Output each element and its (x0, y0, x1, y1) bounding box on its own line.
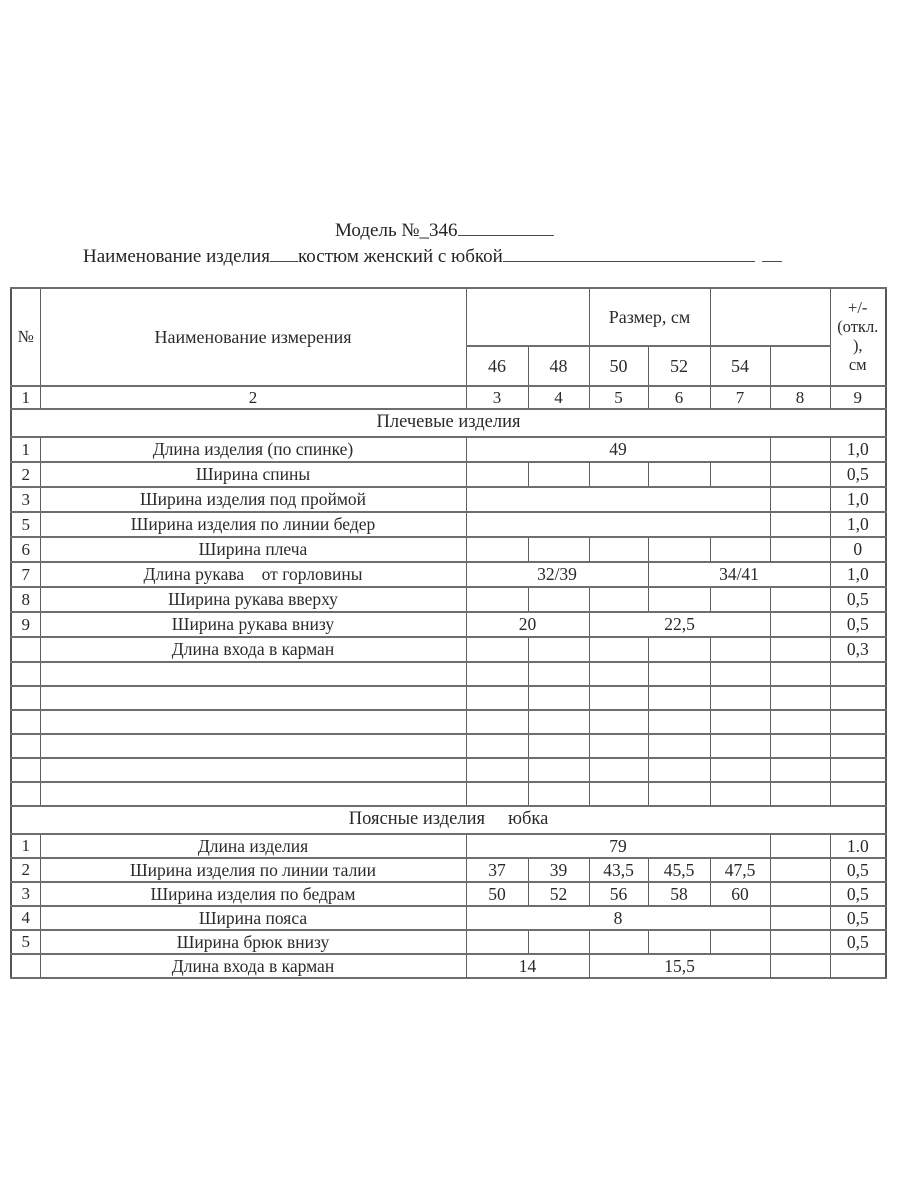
tolerance-value: 0 (830, 537, 886, 562)
table-row (11, 437, 886, 462)
blank-underline (503, 247, 755, 262)
measurement-label: Ширина спины (40, 462, 466, 487)
size-value (770, 637, 830, 662)
tolerance-value (830, 662, 886, 686)
column-number: 5 (589, 386, 648, 409)
size-value (770, 954, 830, 978)
row-num: 5 (11, 512, 40, 537)
size-value: 39 (528, 858, 589, 882)
size-value: 32/39 (466, 562, 648, 587)
size-header-blank (770, 346, 830, 386)
section-title: Поясные изделия юбка (11, 806, 886, 834)
column-number: 7 (710, 386, 770, 409)
empty-row (11, 734, 886, 758)
size-value (648, 662, 710, 686)
tolerance-header-line: ), (852, 336, 863, 355)
measurement-label: Ширина изделия по линии бедер (40, 512, 466, 537)
size-value (710, 686, 770, 710)
size-value (466, 487, 770, 512)
measurement-label: Длина изделия (по спинке) (40, 437, 466, 462)
size-value (648, 782, 710, 806)
tolerance-header-line: (откл. (837, 317, 879, 337)
size-header-54: 54 (710, 346, 770, 386)
size-value (770, 437, 830, 462)
table-row (11, 858, 886, 882)
table-row (11, 487, 886, 512)
size-value (466, 587, 528, 612)
size-value (648, 637, 710, 662)
size-value (770, 662, 830, 686)
size-value: 58 (648, 882, 710, 906)
size-value (710, 587, 770, 612)
size-value (710, 710, 770, 734)
measurement-label: Ширина рукава вверху (40, 587, 466, 612)
tolerance-value: 1,0 (830, 562, 886, 587)
size-value (589, 930, 648, 954)
size-value (528, 637, 589, 662)
size-value (466, 462, 528, 487)
size-value (528, 537, 589, 562)
size-value (770, 782, 830, 806)
size-value (589, 758, 648, 782)
size-value (466, 710, 528, 734)
blank-underline (762, 247, 782, 262)
size-value (528, 782, 589, 806)
size-value (648, 462, 710, 487)
size-value (466, 537, 528, 562)
measurement-label: Длина входа в карман (40, 637, 466, 662)
size-value (648, 710, 710, 734)
tolerance-value: 1,0 (830, 487, 886, 512)
size-value: 14 (466, 954, 589, 978)
size-value (589, 637, 648, 662)
row-num: 8 (11, 587, 40, 612)
size-value (770, 834, 830, 858)
tolerance-value (830, 686, 886, 710)
row-num: 2 (11, 462, 40, 487)
row-num: 1 (11, 437, 40, 462)
tolerance-value: 0,5 (830, 906, 886, 930)
size-value (528, 710, 589, 734)
empty-row (11, 758, 886, 782)
header-row-column-numbers (11, 386, 886, 409)
tolerance-value (830, 734, 886, 758)
size-value (466, 734, 528, 758)
size-value (466, 930, 528, 954)
measurement-label (40, 686, 466, 710)
column-number: 4 (528, 386, 589, 409)
size-value (528, 587, 589, 612)
size-value (770, 686, 830, 710)
col-header-measurement-name: Наименование измерения (40, 288, 466, 386)
size-value (710, 637, 770, 662)
size-value (710, 537, 770, 562)
measurement-label: Ширина изделия по линии талии (40, 858, 466, 882)
size-value (770, 537, 830, 562)
size-value (466, 662, 528, 686)
size-value (466, 782, 528, 806)
row-num (11, 637, 40, 662)
table-row (11, 587, 886, 612)
row-num (11, 734, 40, 758)
size-value (528, 930, 589, 954)
size-value (466, 686, 528, 710)
tolerance-value (830, 782, 886, 806)
measurement-label: Ширина рукава внизу (40, 612, 466, 637)
size-value (648, 686, 710, 710)
measurement-label (40, 734, 466, 758)
table-row (11, 612, 886, 637)
size-value (770, 612, 830, 637)
size-value: 47,5 (710, 858, 770, 882)
size-value (528, 662, 589, 686)
size-value (648, 734, 710, 758)
table-row (11, 512, 886, 537)
blank-underline (270, 247, 298, 262)
table-row (11, 562, 886, 587)
tolerance-value: 0,5 (830, 612, 886, 637)
table-row (11, 954, 886, 978)
size-value (770, 882, 830, 906)
model-title-line (335, 220, 554, 242)
size-value (710, 462, 770, 487)
size-value (770, 462, 830, 487)
table-row (11, 537, 886, 562)
size-value (589, 462, 648, 487)
size-value (528, 758, 589, 782)
measurement-label: Длина рукава от горловины (40, 562, 466, 587)
measurement-label (40, 710, 466, 734)
size-value: 45,5 (648, 858, 710, 882)
size-value (770, 512, 830, 537)
measurement-table (10, 287, 887, 979)
size-value (648, 537, 710, 562)
measurement-label (40, 782, 466, 806)
header-spacer-cell (466, 288, 589, 346)
column-number: 6 (648, 386, 710, 409)
header-row-main (11, 288, 886, 346)
tolerance-value: 1,0 (830, 437, 886, 462)
tolerance-value (830, 758, 886, 782)
column-number: 2 (40, 386, 466, 409)
empty-row (11, 782, 886, 806)
section-title: Плечевые изделия (11, 409, 886, 437)
row-num: 1 (11, 834, 40, 858)
size-value (770, 758, 830, 782)
size-value (466, 512, 770, 537)
size-value (710, 662, 770, 686)
measurement-label (40, 758, 466, 782)
size-value: 43,5 (589, 858, 648, 882)
size-value (710, 782, 770, 806)
measurement-label: Ширина плеча (40, 537, 466, 562)
row-num: 3 (11, 487, 40, 512)
column-number: 8 (770, 386, 830, 409)
size-value: 22,5 (589, 612, 770, 637)
tolerance-value: 0,5 (830, 587, 886, 612)
size-header-52: 52 (648, 346, 710, 386)
table-row (11, 637, 886, 662)
size-value (770, 930, 830, 954)
size-value (710, 734, 770, 758)
row-num: 4 (11, 906, 40, 930)
size-value (770, 858, 830, 882)
tolerance-value: 0,5 (830, 462, 886, 487)
tolerance-value: 1.0 (830, 834, 886, 858)
product-name-value: костюм женский с юбкой (297, 246, 503, 267)
size-value (589, 734, 648, 758)
size-value (770, 587, 830, 612)
col-header-num: № (11, 288, 40, 386)
size-value (528, 686, 589, 710)
size-value (466, 758, 528, 782)
size-value (648, 587, 710, 612)
size-value: 20 (466, 612, 589, 637)
row-num: 2 (11, 858, 40, 882)
size-value (589, 782, 648, 806)
row-num (11, 662, 40, 686)
row-num (11, 954, 40, 978)
size-value: 8 (466, 906, 770, 930)
size-value: 79 (466, 834, 770, 858)
row-num: 5 (11, 930, 40, 954)
empty-row (11, 710, 886, 734)
tolerance-value: 0,5 (830, 882, 886, 906)
size-value: 60 (710, 882, 770, 906)
empty-row (11, 686, 886, 710)
section-header-row (11, 409, 886, 437)
size-value: 50 (466, 882, 528, 906)
measurement-label: Ширина изделия по бедрам (40, 882, 466, 906)
size-value (589, 686, 648, 710)
size-value: 56 (589, 882, 648, 906)
measurement-label (40, 662, 466, 686)
table-row (11, 462, 886, 487)
size-value (770, 487, 830, 512)
table-row (11, 834, 886, 858)
row-num: 6 (11, 537, 40, 562)
row-num (11, 782, 40, 806)
size-header-48: 48 (528, 346, 589, 386)
row-num (11, 710, 40, 734)
measurement-label: Ширина изделия под проймой (40, 487, 466, 512)
blank-underline (458, 221, 554, 236)
size-value (648, 930, 710, 954)
col-header-tolerance (830, 288, 886, 386)
size-value (770, 734, 830, 758)
measurement-label: Длина изделия (40, 834, 466, 858)
table-row (11, 930, 886, 954)
header-spacer-cell (710, 288, 830, 346)
row-num (11, 758, 40, 782)
table-row (11, 882, 886, 906)
row-num: 7 (11, 562, 40, 587)
tolerance-value: 0,5 (830, 930, 886, 954)
size-value: 34/41 (648, 562, 830, 587)
model-title-text: Модель №_346 (335, 220, 458, 241)
size-value (466, 637, 528, 662)
tolerance-value (830, 954, 886, 978)
size-header-50: 50 (589, 346, 648, 386)
tolerance-value (830, 710, 886, 734)
row-num: 9 (11, 612, 40, 637)
size-value (770, 906, 830, 930)
size-value: 37 (466, 858, 528, 882)
size-value (710, 758, 770, 782)
tolerance-value: 0,5 (830, 858, 886, 882)
empty-row (11, 662, 886, 686)
measurement-label: Длина входа в карман (40, 954, 466, 978)
size-value (710, 930, 770, 954)
tolerance-value: 1,0 (830, 512, 886, 537)
product-name-label: Наименование изделия (83, 246, 270, 267)
size-value (770, 710, 830, 734)
size-value: 52 (528, 882, 589, 906)
tolerance-value: 0,3 (830, 637, 886, 662)
size-value: 15,5 (589, 954, 770, 978)
column-number: 3 (466, 386, 528, 409)
tolerance-header-line: см (848, 354, 867, 374)
size-value (648, 758, 710, 782)
tolerance-header-line: +/- (848, 298, 868, 318)
table-row (11, 906, 886, 930)
row-num (11, 686, 40, 710)
size-value: 49 (466, 437, 770, 462)
size-header-46: 46 (466, 346, 528, 386)
measurement-label: Ширина брюк внизу (40, 930, 466, 954)
row-num: 3 (11, 882, 40, 906)
section-header-row (11, 806, 886, 834)
size-value (589, 710, 648, 734)
size-value (589, 662, 648, 686)
size-value (528, 462, 589, 487)
column-number: 9 (830, 386, 886, 409)
size-value (589, 537, 648, 562)
size-value (589, 587, 648, 612)
product-name-line (83, 246, 782, 268)
column-number: 1 (11, 386, 40, 409)
size-value (528, 734, 589, 758)
col-header-size-group: Размер, см (589, 288, 710, 346)
measurement-label: Ширина пояса (40, 906, 466, 930)
